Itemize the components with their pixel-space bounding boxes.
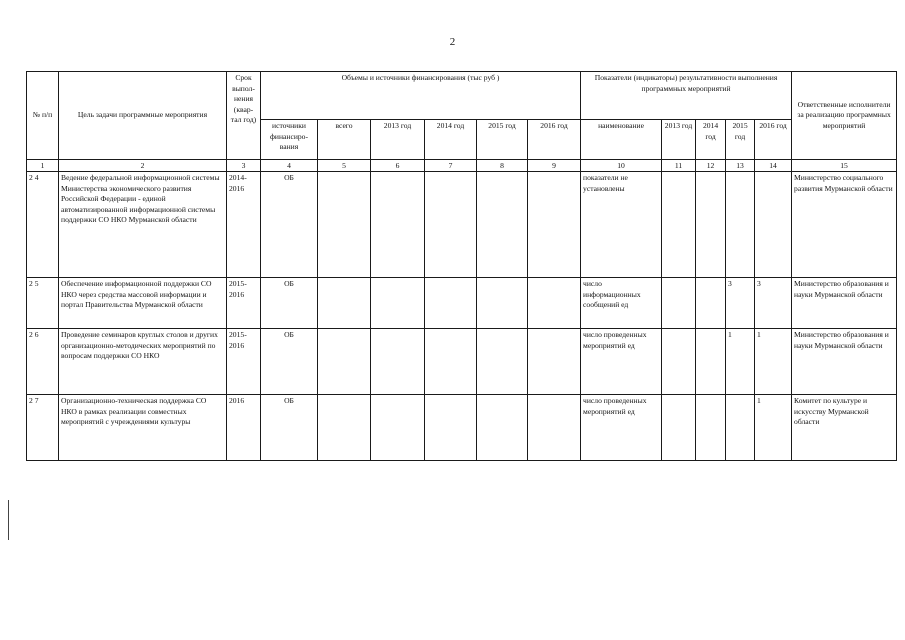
- row-2014: [425, 395, 477, 461]
- header-indicators: Показатели (индикаторы) результативности выполнения программных мероприятий: [581, 72, 792, 120]
- header-ind-2013: 2013 год: [662, 120, 696, 160]
- program-activities-table: [26, 71, 897, 461]
- column-number: 11: [662, 160, 696, 172]
- row-num: 2 6: [27, 329, 59, 395]
- row-ind-2015: [726, 172, 755, 278]
- column-number: 8: [477, 160, 528, 172]
- column-number: 2: [59, 160, 227, 172]
- column-number: 7: [425, 160, 477, 172]
- header-row-1: [27, 72, 897, 120]
- column-number: 12: [696, 160, 726, 172]
- column-number: 13: [726, 160, 755, 172]
- row-2016: [528, 395, 581, 461]
- row-2013: [371, 278, 425, 329]
- table-row: [27, 172, 897, 278]
- row-2014: [425, 278, 477, 329]
- table-row: [27, 329, 897, 395]
- row-2014: [425, 172, 477, 278]
- column-number: 15: [792, 160, 897, 172]
- row-2015: [477, 278, 528, 329]
- row-goal: Обеспечение информационной поддержки СО НКО через средства массовой информации и портал Правительства Мурманской области: [59, 278, 227, 329]
- row-goal: Организационно-техническая поддержка СО НКО в рамках реализации совместных мероприятий с учреждениями культуры: [59, 395, 227, 461]
- row-indicator: число проведенных мероприятий ед: [581, 329, 662, 395]
- header-responsible: Ответственные исполнители за реализацию программных мероприятий: [792, 72, 897, 160]
- column-number: 3: [227, 160, 261, 172]
- row-responsible: Министерство образования и науки Мурманской области: [792, 329, 897, 395]
- table-row: [27, 278, 897, 329]
- scan-edge-mark: [8, 500, 9, 540]
- row-ind-2016: 3: [755, 278, 792, 329]
- row-2015: [477, 329, 528, 395]
- row-term: 2015-2016: [227, 329, 261, 395]
- row-ind-2013: [662, 395, 696, 461]
- row-indicator: число информационных сообщений ед: [581, 278, 662, 329]
- row-2015: [477, 172, 528, 278]
- row-2016: [528, 329, 581, 395]
- table-row: [27, 395, 897, 461]
- header-2016: 2016 год: [528, 120, 581, 160]
- row-total: [318, 172, 371, 278]
- row-source: ОБ: [261, 172, 318, 278]
- row-ind-2015: 3: [726, 278, 755, 329]
- header-sources: источники финансиро-вания: [261, 120, 318, 160]
- header-ind-2015: 2015 год: [726, 120, 755, 160]
- column-number: 1: [27, 160, 59, 172]
- row-indicator: число проведенных мероприятий ед: [581, 395, 662, 461]
- header-num: № п/п: [27, 72, 59, 160]
- row-2013: [371, 395, 425, 461]
- row-ind-2016: [755, 172, 792, 278]
- page-number: 2: [449, 36, 456, 48]
- row-total: [318, 278, 371, 329]
- header-total: всего: [318, 120, 371, 160]
- row-ind-2014: [696, 329, 726, 395]
- row-num: 2 7: [27, 395, 59, 461]
- header-goal: Цель задачи программные мероприятия: [59, 72, 227, 160]
- row-goal: Проведение семинаров круглых столов и других организационно-методических мероприятий по вопросам поддержки СО НКО: [59, 329, 227, 395]
- column-number: 14: [755, 160, 792, 172]
- column-number: 4: [261, 160, 318, 172]
- column-number: 9: [528, 160, 581, 172]
- header-indicator-name: наименование: [581, 120, 662, 160]
- column-number: 5: [318, 160, 371, 172]
- row-responsible: Министерство социального развития Мурманской области: [792, 172, 897, 278]
- row-num: 2 4: [27, 172, 59, 278]
- row-ind-2013: [662, 278, 696, 329]
- row-2015: [477, 395, 528, 461]
- row-ind-2016: 1: [755, 395, 792, 461]
- row-source: ОБ: [261, 395, 318, 461]
- header-ind-2016: 2016 год: [755, 120, 792, 160]
- row-ind-2016: 1: [755, 329, 792, 395]
- row-term: 2016: [227, 395, 261, 461]
- row-responsible: Комитет по культуре и искусству Мурманской области: [792, 395, 897, 461]
- header-2013: 2013 год: [371, 120, 425, 160]
- row-term: 2014-2016: [227, 172, 261, 278]
- row-ind-2015: [726, 395, 755, 461]
- column-number: 10: [581, 160, 662, 172]
- row-ind-2013: [662, 329, 696, 395]
- row-2016: [528, 278, 581, 329]
- row-total: [318, 329, 371, 395]
- row-2013: [371, 172, 425, 278]
- column-number-row: [27, 160, 897, 172]
- header-2015: 2015 год: [477, 120, 528, 160]
- row-source: ОБ: [261, 278, 318, 329]
- row-source: ОБ: [261, 329, 318, 395]
- row-term: 2015-2016: [227, 278, 261, 329]
- header-term: Срок выпол-нения (квар-тал год): [227, 72, 261, 160]
- row-ind-2015: 1: [726, 329, 755, 395]
- column-number: 6: [371, 160, 425, 172]
- row-ind-2014: [696, 278, 726, 329]
- row-2013: [371, 329, 425, 395]
- row-goal: Ведение федеральной информационной системы Министерства экономического развития Российской Федерации - единой автоматизированной информационной системы поддержки СО НКО Мурманской области: [59, 172, 227, 278]
- row-2016: [528, 172, 581, 278]
- row-num: 2 5: [27, 278, 59, 329]
- row-2014: [425, 329, 477, 395]
- row-ind-2014: [696, 395, 726, 461]
- row-indicator: показатели не установлены: [581, 172, 662, 278]
- row-total: [318, 395, 371, 461]
- row-ind-2013: [662, 172, 696, 278]
- header-ind-2014: 2014 год: [696, 120, 726, 160]
- header-financing: Объемы и источники финансирования (тыс руб ): [261, 72, 581, 120]
- row-responsible: Министерство образования и науки Мурманской области: [792, 278, 897, 329]
- row-ind-2014: [696, 172, 726, 278]
- header-2014: 2014 год: [425, 120, 477, 160]
